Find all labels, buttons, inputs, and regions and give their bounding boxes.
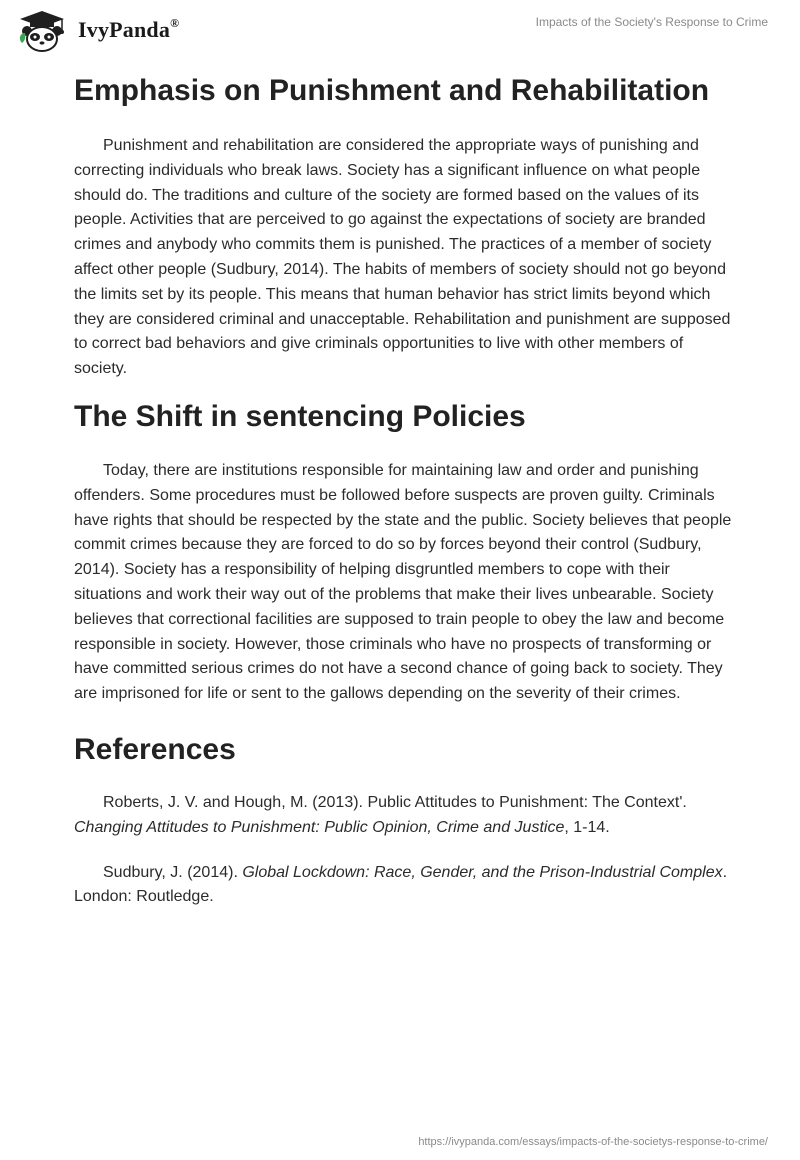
section-heading: The Shift in sentencing Policies <box>74 399 526 433</box>
references-heading: References <box>74 732 236 766</box>
source-url[interactable]: https://ivypanda.com/essays/impacts-of-the-societys-response-to-crime/ <box>418 1136 768 1148</box>
essay-content <box>74 68 734 930</box>
panda-graduate-icon <box>16 9 68 53</box>
brand-name: IvyPanda® <box>78 15 180 42</box>
reference-entry: Roberts, J. V. and Hough, M. (2013). Public Attitudes to Punishment: The Context'. Changing Attitudes to Punishment: Public Opinion, Crime and Justice, 1-14. <box>74 793 687 836</box>
ivypanda-logo[interactable] <box>16 9 179 53</box>
page-header <box>0 0 800 60</box>
section-paragraph: Today, there are institutions responsible for maintaining law and order and punishing offenders. Some procedures must be followed before suspects are proven guilty. Criminals have rights that should be respected by the state and the public. Society believes that people commit crimes because they are forced to do so by forces beyond their control (Sudbury, 2014). Society has a responsibility of helping disgruntled members to cope with their situations and work their way out of the problems that make their lives unbearable. Society believes that correctional facilities are supposed to train people to obey the law and become responsible in society. However, those criminals who have no prospects of transforming or have committed serious crimes do not have a second chance of going back to society. They are imprisoned for life or sent to the gallows depending on the severity of their crimes. <box>74 461 732 703</box>
section-heading: Emphasis on Punishment and Rehabilitation <box>74 74 710 107</box>
document-title: Impacts of the Society's Response to Crime <box>535 15 768 29</box>
section-paragraph: Punishment and rehabilitation are considered the appropriate ways of punishing and correcting individuals who break laws. Society has a significant influence on what people should do. The traditions and culture of the society are formed based on the values of its people. Activities that are perceived to go against the expectations of society are branded crimes and anybody who commits them is punished. The practices of a member of society affect other people (Sudbury, 2014). The habits of members of society should not go beyond the limits set by its people. This means that human behavior has strict limits beyond which they are considered criminal and unacceptable. Rehabilitation and punishment are supposed to correct bad behaviors and give criminals opportunities to live with other members of society. <box>74 137 731 378</box>
reference-entry: Sudbury, J. (2014). Global Lockdown: Race, Gender, and the Prison-Industrial Complex. London: Routledge. <box>74 863 728 906</box>
